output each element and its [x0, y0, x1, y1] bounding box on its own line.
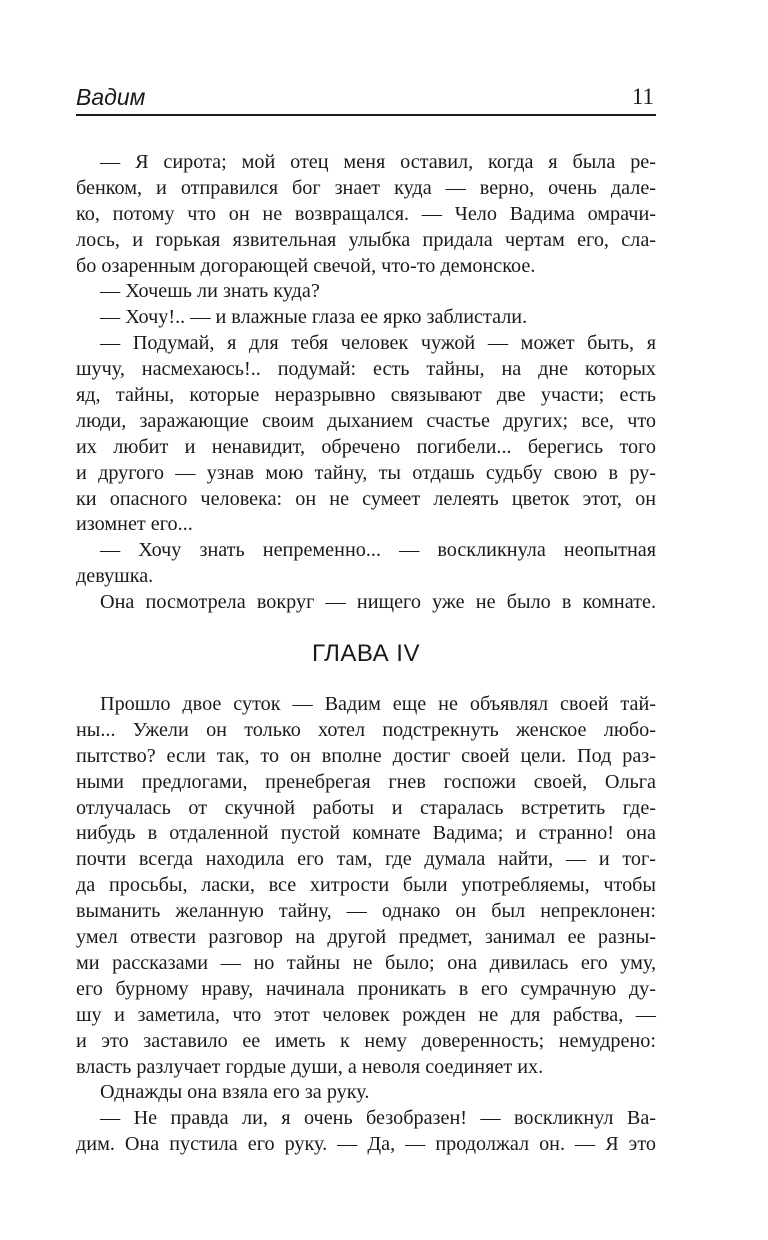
text-line: ны... Ужели он только хотел подстрекнуть женское любо- [76, 718, 656, 741]
page-number: 11 [631, 84, 654, 109]
text-line: пытство? если так, то он вполне достиг своей цели. Под раз- [76, 744, 656, 767]
text-line: их любит и ненавидит, обречено погибели... берегись того [76, 435, 656, 458]
text-line: шучу, насмехаюсь!.. подумай: есть тайны, на дне которых [76, 358, 656, 381]
text-line: ми рассказами — но тайны не было; она дивилась его уму, [76, 951, 656, 974]
text-line: — Я сирота; мой отец меня оставил, когда я была ре- [100, 151, 656, 173]
text-line: ко, потому что он не возвращался. — Чело Вадима омрачи- [76, 202, 656, 225]
text-line: — Хочешь ли знать куда? [100, 280, 320, 303]
text-line: девушка. [76, 565, 154, 588]
text-line: — Не правда ли, я очень безобразен! — воскликнул Ва- [100, 1107, 656, 1130]
book-page [76, 80, 656, 1158]
text-line: изомнет его... [76, 513, 193, 536]
text-line: бо озаренным догорающей свечой, что-то демонское. [76, 254, 536, 277]
text-line: ки опасного человека: он не сумеет лелеять цветок этот, он [76, 487, 656, 510]
text-line: и другого — узнав мою тайну, ты отдашь судьбу свою в ру- [76, 461, 656, 484]
text-line: ными предлогами, пренебрегая гнев госпожи своей, Ольга [76, 770, 656, 793]
text-line: умел отвести разговор на другой предмет, занимал ее разны- [76, 926, 656, 949]
chapter-heading: ГЛАВА IV [312, 640, 420, 668]
text-line: лось, и горькая язвительная улыбка придала чертам его, сла- [76, 228, 656, 251]
text-line: почти всегда находила его там, где думала найти, — и тог- [76, 848, 656, 871]
text-line: бенком, и отправился бог знает куда — верно, очень дале- [76, 176, 656, 199]
text-line: отлучалась от скучной работы и старалась встретить где- [76, 796, 656, 819]
text-line: — Хочу!.. — и влажные глаза ее ярко заблистали. [100, 306, 528, 329]
text-line: нибудь в отдаленной пустой комнате Вадима; и странно! она [76, 822, 656, 845]
text-line: — Подумай, я для тебя человек чужой — может быть, я [100, 332, 656, 355]
text-line: выманить желанную тайну, — однако он был непреклонен: [76, 900, 656, 923]
text-line: люди, заражающие своим дыханием счастье других; все, что [76, 409, 656, 432]
text-line: шу и заметила, что этот человек рожден не для рабства, — [76, 1003, 656, 1026]
running-head [76, 80, 656, 116]
text-line: дим. Она пустила его руку. — Да, — продолжал он. — Я это [76, 1133, 656, 1156]
body-text [76, 150, 656, 1158]
text-line: и это заставило ее иметь к нему доверенность; немудрено: [76, 1029, 656, 1052]
text-line: власть разлучает гордые души, а неволя соединяет их. [76, 1055, 544, 1078]
text-line: Однажды она взяла его за руку. [100, 1081, 370, 1104]
running-title: Вадим [76, 84, 146, 110]
text-line: — Хочу знать непременно... — воскликнула неопытная [100, 539, 656, 562]
text-line: Она посмотрела вокруг — нищего уже не было в комнате. [100, 591, 656, 614]
text-line: его бурному нраву, начинала проникать в его сумрачную ду- [76, 977, 656, 1000]
text-line: да просьбы, ласки, все хитрости были употребляемы, чтобы [76, 874, 656, 897]
text-line: Прошло двое суток — Вадим еще не объявлял своей тай- [100, 693, 656, 716]
text-line: яд, тайны, которые неразрывно связывают две участи; есть [76, 384, 656, 407]
